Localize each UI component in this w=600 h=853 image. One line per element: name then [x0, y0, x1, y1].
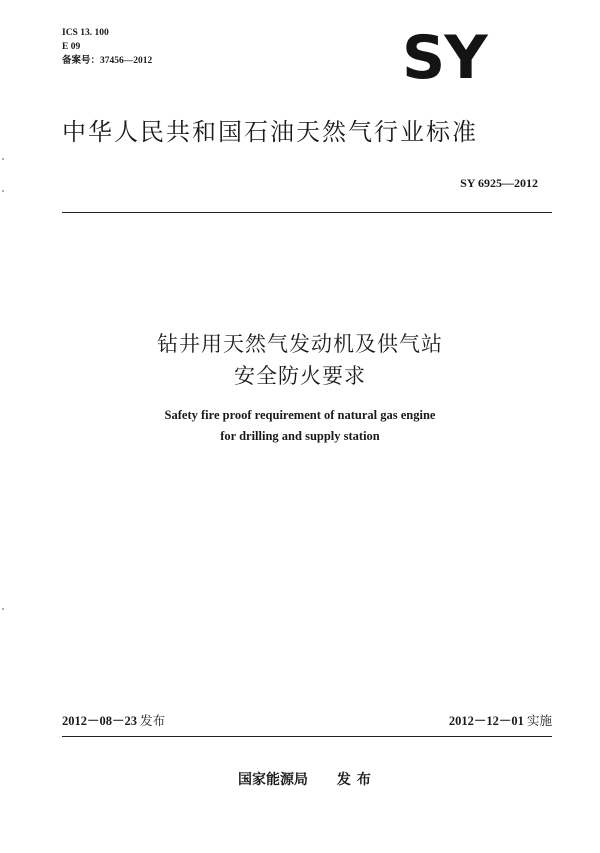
title-en-line2: for drilling and supply station [220, 429, 380, 443]
scan-mark [2, 158, 4, 160]
ics-code: ICS 13. 100 [62, 28, 109, 38]
scan-mark [2, 190, 4, 192]
standard-category-title: 中华人民共和国石油天然气行业标准 [62, 118, 478, 146]
issuer-name: 国家能源局 [238, 772, 308, 788]
sy-logo: SY [402, 23, 487, 93]
title-cn-line2: 安全防火要求 [234, 364, 366, 388]
issuer [238, 769, 377, 789]
issue-date-label: 发布 [140, 713, 166, 728]
bottom-divider [62, 736, 552, 737]
implementation-date-label: 实施 [526, 713, 552, 728]
issue-date-value: 2012－08－23 [62, 714, 138, 728]
implementation-date-value: 2012－12－01 [448, 714, 524, 728]
record-number: 备案号：37456—2012 [62, 56, 153, 66]
implementation-date [449, 711, 552, 729]
issue-date [62, 711, 165, 729]
title-cn-line1: 钻井用天然气发动机及供气站 [157, 332, 443, 356]
scan-mark [2, 608, 4, 610]
top-divider [62, 212, 552, 213]
title-en-line1: Safety fire proof requirement of natural gas engine [164, 408, 436, 422]
standard-number: SY 6925—2012 [460, 176, 538, 190]
issuer-action: 发布 [336, 772, 377, 788]
document-meta [62, 26, 152, 68]
classification-code: E 09 [62, 42, 81, 52]
